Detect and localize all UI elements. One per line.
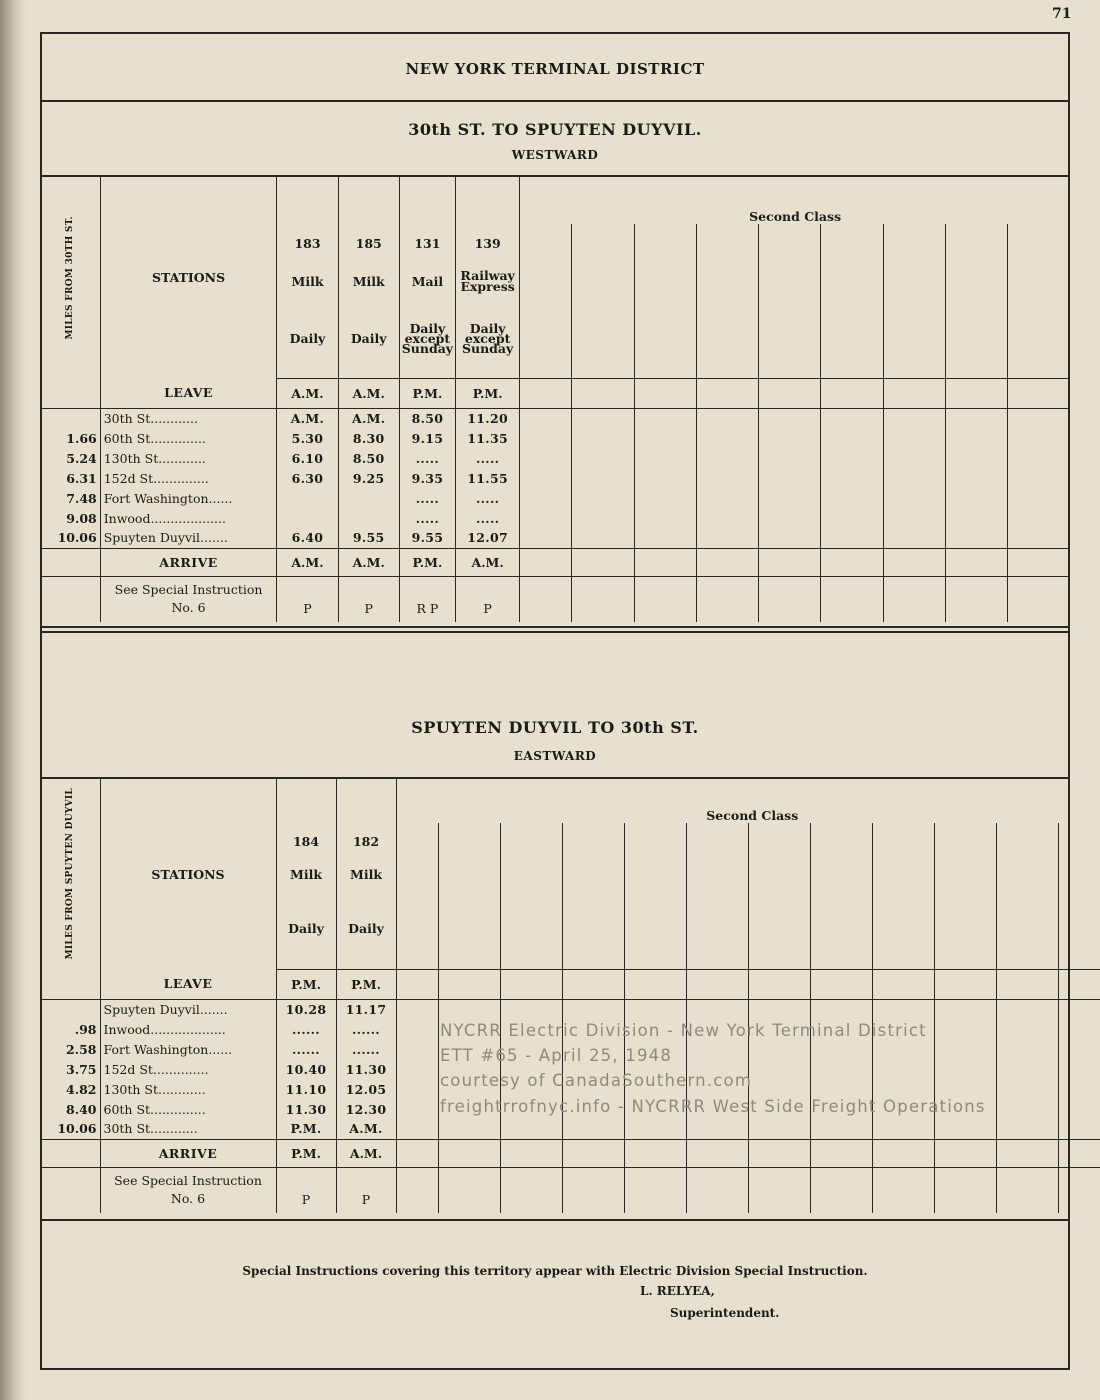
station-miles: 8.40 xyxy=(40,1099,100,1119)
train-time: ..... xyxy=(399,508,455,528)
station-name: Inwood................... xyxy=(100,508,277,528)
arrive-ampm: A.M. xyxy=(456,548,520,576)
train-time: 9.25 xyxy=(338,468,399,488)
train-time: 11.20 xyxy=(456,408,520,428)
table-row xyxy=(40,408,1070,428)
special-code: P xyxy=(276,1167,336,1213)
arrive-ampm: P.M. xyxy=(276,1139,336,1167)
train-days: Daily except Sunday xyxy=(399,300,455,378)
station-name: 30th St............ xyxy=(100,1119,276,1139)
table-row xyxy=(40,488,1070,508)
special-code: P xyxy=(277,576,338,622)
station-name: Fort Washington...... xyxy=(100,488,277,508)
leave-ampm: A.M. xyxy=(277,378,338,408)
train-days: Daily xyxy=(338,300,399,378)
station-miles: 9.08 xyxy=(40,508,100,528)
miles-header: MILES FROM 30TH ST. xyxy=(64,215,75,340)
section-divider-rule xyxy=(40,631,1070,633)
train-number: 131 xyxy=(399,224,455,262)
train-kind: Milk xyxy=(336,859,396,889)
westward-timetable xyxy=(40,177,1070,622)
arrive-ampm: P.M. xyxy=(399,548,455,576)
miles-header-cell xyxy=(40,779,100,969)
train-time: 6.10 xyxy=(277,448,338,468)
watermark-line: freightrrofnyc.info - NYCRRR West Side Freight Operations xyxy=(440,1097,986,1116)
eastward-direction: EASTWARD xyxy=(513,749,597,763)
train-time: 9.55 xyxy=(399,528,455,548)
station-miles: 6.31 xyxy=(40,468,100,488)
watermark-line: NYCRR Electric Division - New York Terminal District xyxy=(440,1021,927,1040)
station-name: 130th St............ xyxy=(100,448,277,468)
station-miles: 2.58 xyxy=(40,1039,100,1059)
train-number: 182 xyxy=(336,823,396,859)
district-title: NEW YORK TERMINAL DISTRICT xyxy=(405,60,705,78)
table-row xyxy=(40,999,1100,1019)
leave-ampm: P.M. xyxy=(456,378,520,408)
leave-ampm: P.M. xyxy=(336,969,396,999)
train-time xyxy=(338,508,399,528)
train-days: Daily except Sunday xyxy=(456,300,520,378)
train-time: 11.30 xyxy=(276,1099,336,1119)
train-time: ..... xyxy=(399,488,455,508)
train-time: 12.07 xyxy=(456,528,520,548)
train-time: A.M. xyxy=(277,408,338,428)
arrive-ampm: A.M. xyxy=(336,1139,396,1167)
train-time xyxy=(338,488,399,508)
westward-bottom-rule xyxy=(40,626,1070,628)
train-time: A.M. xyxy=(338,408,399,428)
train-time: 11.10 xyxy=(276,1079,336,1099)
station-name: Spuyten Duyvil....... xyxy=(100,528,277,548)
special-code: P xyxy=(338,576,399,622)
special-code: P xyxy=(336,1167,396,1213)
train-kind: Milk xyxy=(277,262,338,300)
stations-header: STATIONS xyxy=(100,177,277,378)
train-days: Daily xyxy=(276,889,336,969)
miles-header: MILES FROM SPUYTEN DUYVIL xyxy=(64,788,75,960)
train-number: 185 xyxy=(338,224,399,262)
station-miles: 10.06 xyxy=(40,528,100,548)
table-row xyxy=(40,528,1070,548)
title-rule xyxy=(40,100,1070,102)
station-miles: 3.75 xyxy=(40,1059,100,1079)
train-time: 5.30 xyxy=(277,428,338,448)
table-row xyxy=(40,1119,1100,1139)
train-time: P.M. xyxy=(276,1119,336,1139)
leave-ampm: P.M. xyxy=(276,969,336,999)
station-name: Inwood................... xyxy=(100,1019,276,1039)
train-time: ...... xyxy=(276,1019,336,1039)
arrive-ampm: A.M. xyxy=(338,548,399,576)
train-kind: Milk xyxy=(276,859,336,889)
train-days: Daily xyxy=(277,300,338,378)
train-number: 183 xyxy=(277,224,338,262)
train-time: 8.50 xyxy=(338,448,399,468)
page-gutter-shadow xyxy=(0,0,26,1400)
train-time: 10.40 xyxy=(276,1059,336,1079)
train-kind: Milk xyxy=(338,262,399,300)
arrive-label: ARRIVE xyxy=(100,548,277,576)
train-time: 10.28 xyxy=(276,999,336,1019)
station-miles xyxy=(40,999,100,1019)
station-name: 60th St.............. xyxy=(100,1099,276,1119)
train-time: 8.30 xyxy=(338,428,399,448)
train-time: 9.15 xyxy=(399,428,455,448)
station-name: Fort Washington...... xyxy=(100,1039,276,1059)
train-time: 11.17 xyxy=(336,999,396,1019)
special-instruction-text: See Special Instruction xyxy=(114,1173,262,1189)
train-time: 11.55 xyxy=(456,468,520,488)
train-time: 9.35 xyxy=(399,468,455,488)
train-time: ...... xyxy=(336,1039,396,1059)
station-miles: 7.48 xyxy=(40,488,100,508)
table-row xyxy=(40,428,1070,448)
station-miles: 10.06 xyxy=(40,1119,100,1139)
train-time: ..... xyxy=(399,448,455,468)
second-class-label: Second Class xyxy=(520,177,1070,224)
leave-label: LEAVE xyxy=(100,969,276,999)
train-time: 11.30 xyxy=(336,1059,396,1079)
train-time: 6.30 xyxy=(277,468,338,488)
special-code: R P xyxy=(399,576,455,622)
leave-label: LEAVE xyxy=(100,378,277,408)
table-row xyxy=(40,448,1070,468)
train-time xyxy=(277,488,338,508)
train-time: A.M. xyxy=(336,1119,396,1139)
train-time: ...... xyxy=(276,1039,336,1059)
station-name: 152d St.............. xyxy=(100,468,277,488)
train-time: 8.50 xyxy=(399,408,455,428)
signatory-title: Superintendent. xyxy=(670,1306,780,1320)
train-time xyxy=(277,508,338,528)
train-time: 9.55 xyxy=(338,528,399,548)
station-miles: .98 xyxy=(40,1019,100,1039)
eastward-title: SPUYTEN DUYVIL TO 30th ST. xyxy=(411,718,699,737)
second-class-label: Second Class xyxy=(396,779,1100,823)
arrive-ampm: A.M. xyxy=(277,548,338,576)
station-name: 130th St............ xyxy=(100,1079,276,1099)
special-instruction-number: No. 6 xyxy=(171,600,206,616)
eastward-timetable xyxy=(40,779,1100,1213)
train-time: 12.30 xyxy=(336,1099,396,1119)
station-miles: 1.66 xyxy=(40,428,100,448)
station-miles: 5.24 xyxy=(40,448,100,468)
special-instruction-label xyxy=(100,1167,276,1213)
watermark-line: ETT #65 - April 25, 1948 xyxy=(440,1046,673,1065)
page-number: 71 xyxy=(1052,6,1072,22)
leave-ampm: P.M. xyxy=(399,378,455,408)
eastward-bottom-rule xyxy=(40,1219,1070,1221)
stations-header: STATIONS xyxy=(100,779,276,969)
station-name: 152d St.............. xyxy=(100,1059,276,1079)
station-name: 30th St............ xyxy=(100,408,277,428)
train-time: ..... xyxy=(456,508,520,528)
special-instructions-note: Special Instructions covering this territory appear with Electric Division Special Instruction. xyxy=(242,1264,868,1278)
train-days: Daily xyxy=(336,889,396,969)
station-name: 60th St.............. xyxy=(100,428,277,448)
special-instruction-number: No. 6 xyxy=(170,1191,206,1207)
signatory-name: L. RELYEA, xyxy=(640,1284,715,1298)
train-time: 12.05 xyxy=(336,1079,396,1099)
train-number: 139 xyxy=(456,224,520,262)
train-kind: Mail xyxy=(399,262,455,300)
train-time: ...... xyxy=(336,1019,396,1039)
table-row xyxy=(40,468,1070,488)
train-number: 184 xyxy=(276,823,336,859)
miles-header-cell xyxy=(40,177,100,378)
train-time: 11.35 xyxy=(456,428,520,448)
westward-direction: WESTWARD xyxy=(511,148,599,162)
station-miles xyxy=(40,408,100,428)
special-code: P xyxy=(456,576,520,622)
train-time: ..... xyxy=(456,488,520,508)
table-row xyxy=(40,508,1070,528)
station-miles: 4.82 xyxy=(40,1079,100,1099)
special-instruction-label xyxy=(100,576,277,622)
special-instruction-text: See Special Instruction xyxy=(114,582,263,598)
arrive-label: ARRIVE xyxy=(100,1139,276,1167)
westward-title: 30th ST. TO SPUYTEN DUYVIL. xyxy=(408,120,702,139)
train-time: ..... xyxy=(456,448,520,468)
station-name: Spuyten Duyvil....... xyxy=(100,999,276,1019)
watermark-line: courtesy of CanadaSouthern.com xyxy=(440,1071,753,1090)
leave-ampm: A.M. xyxy=(338,378,399,408)
train-kind: Railway Express xyxy=(456,262,520,300)
train-time: 6.40 xyxy=(277,528,338,548)
